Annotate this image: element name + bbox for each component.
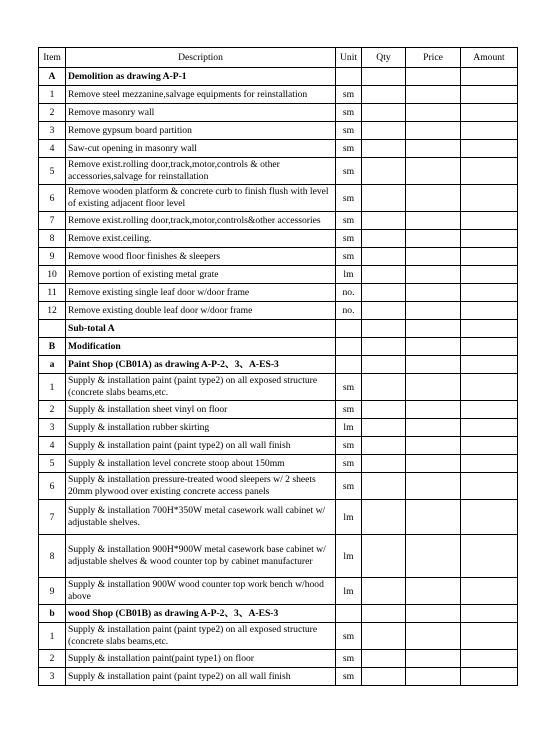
row-description: Saw-cut opening in masonry wall (66, 140, 336, 158)
header-qty: Qty (362, 48, 406, 68)
row-amount (461, 401, 518, 419)
row-description: Remove exist.ceiling. (66, 230, 336, 248)
row-price (406, 230, 461, 248)
row-unit: no. (336, 302, 362, 320)
row-description: Remove exist.rolling door,track,motor,controls&other accessories (66, 212, 336, 230)
row-qty (362, 68, 406, 86)
row-unit: lm (336, 535, 362, 578)
row-price (406, 455, 461, 473)
header-unit: Unit (336, 48, 362, 68)
row-amount (461, 86, 518, 104)
row-qty (362, 578, 406, 605)
table-row (39, 212, 518, 230)
row-amount (461, 140, 518, 158)
row-amount (461, 623, 518, 650)
row-unit: lm (336, 419, 362, 437)
row-qty (362, 320, 406, 338)
row-qty (362, 623, 406, 650)
table-row (39, 374, 518, 401)
row-qty (362, 212, 406, 230)
table-row (39, 302, 518, 320)
row-amount (461, 320, 518, 338)
row-price (406, 668, 461, 686)
row-description: Remove steel mezzanine,salvage equipments for reinstallation (66, 86, 336, 104)
table-row (39, 185, 518, 212)
row-qty (362, 356, 406, 374)
row-qty (362, 248, 406, 266)
row-item: 4 (39, 140, 66, 158)
row-amount (461, 185, 518, 212)
row-amount (461, 356, 518, 374)
row-unit: sm (336, 437, 362, 455)
row-amount (461, 374, 518, 401)
row-description: Demolition as drawing A-P-1 (66, 68, 336, 86)
row-unit: lm (336, 578, 362, 605)
row-description: Supply & installation sheet vinyl on floor (66, 401, 336, 419)
row-description: Remove existing double leaf door w/door frame (66, 302, 336, 320)
row-description: Supply & installation level concrete stoop about 150mm (66, 455, 336, 473)
row-item: 6 (39, 473, 66, 500)
row-item: 5 (39, 455, 66, 473)
row-unit: sm (336, 623, 362, 650)
row-item: 2 (39, 401, 66, 419)
row-unit (336, 320, 362, 338)
table-row (39, 104, 518, 122)
row-item: 8 (39, 535, 66, 578)
row-description: Supply & installation paint (paint type2) on all exposed structure (concrete slabs beams,etc. (66, 623, 336, 650)
header-description: Description (66, 48, 336, 68)
row-unit: sm (336, 140, 362, 158)
row-price (406, 401, 461, 419)
row-qty (362, 605, 406, 623)
row-price (406, 356, 461, 374)
row-unit: sm (336, 212, 362, 230)
row-item: 1 (39, 86, 66, 104)
row-qty (362, 266, 406, 284)
row-item: 9 (39, 248, 66, 266)
row-price (406, 104, 461, 122)
row-unit: sm (336, 248, 362, 266)
table-row (39, 401, 518, 419)
table-row (39, 650, 518, 668)
header-amount: Amount (461, 48, 518, 68)
row-amount (461, 212, 518, 230)
table-row (39, 86, 518, 104)
table-row (39, 248, 518, 266)
row-item: B (39, 338, 66, 356)
row-unit: lm (336, 266, 362, 284)
row-amount (461, 284, 518, 302)
row-description: Supply & installation paint(paint type1) on floor (66, 650, 336, 668)
row-description: Paint Shop (CB01A) as drawing A-P-2、3、A-ES-3 (66, 356, 336, 374)
row-price (406, 122, 461, 140)
row-description: Supply & installation paint (paint type2) on all exposed structure (concrete slabs beams,etc. (66, 374, 336, 401)
row-price (406, 473, 461, 500)
row-item: 9 (39, 578, 66, 605)
row-price (406, 86, 461, 104)
section-row (39, 338, 518, 356)
row-qty (362, 338, 406, 356)
header-item: Item (39, 48, 66, 68)
row-price (406, 284, 461, 302)
row-description: Supply & installation 700H*350W metal casework wall cabinet w/ adjustable shelves. (66, 500, 336, 535)
row-amount (461, 248, 518, 266)
row-description: Remove wooden platform & concrete curb to finish flush with level of existing adjacent floor level (66, 185, 336, 212)
row-item: b (39, 605, 66, 623)
row-unit (336, 338, 362, 356)
row-price (406, 419, 461, 437)
table-row (39, 437, 518, 455)
row-description: Supply & installation rubber skirting (66, 419, 336, 437)
row-price (406, 302, 461, 320)
row-qty (362, 473, 406, 500)
row-price (406, 68, 461, 86)
row-amount (461, 578, 518, 605)
row-item: 10 (39, 266, 66, 284)
row-unit: no. (336, 284, 362, 302)
row-description: Remove masonry wall (66, 104, 336, 122)
row-qty (362, 158, 406, 185)
row-description: Remove gypsum board partition (66, 122, 336, 140)
row-unit: sm (336, 185, 362, 212)
table-row (39, 473, 518, 500)
row-price (406, 374, 461, 401)
row-qty (362, 104, 406, 122)
row-amount (461, 338, 518, 356)
row-description: Remove wood floor finishes & sleepers (66, 248, 336, 266)
row-amount (461, 302, 518, 320)
row-amount (461, 455, 518, 473)
row-item: 2 (39, 650, 66, 668)
row-item: 4 (39, 437, 66, 455)
row-qty (362, 650, 406, 668)
table-body (39, 68, 518, 686)
table-row (39, 140, 518, 158)
row-item: 3 (39, 668, 66, 686)
row-item: 12 (39, 302, 66, 320)
table-row (39, 668, 518, 686)
row-qty (362, 437, 406, 455)
row-qty (362, 401, 406, 419)
row-item: 3 (39, 419, 66, 437)
row-description: wood Shop (CB01B) as drawing A-P-2、3、A-ES-3 (66, 605, 336, 623)
section-row (39, 68, 518, 86)
row-amount (461, 230, 518, 248)
row-amount (461, 437, 518, 455)
row-description: Supply & installation 900W wood counter top work bench w/hood above (66, 578, 336, 605)
row-item: 1 (39, 374, 66, 401)
row-amount (461, 158, 518, 185)
row-unit: sm (336, 104, 362, 122)
row-price (406, 338, 461, 356)
section-row (39, 605, 518, 623)
row-qty (362, 535, 406, 578)
row-amount (461, 650, 518, 668)
row-amount (461, 605, 518, 623)
header-price: Price (406, 48, 461, 68)
row-amount (461, 266, 518, 284)
row-item: 7 (39, 500, 66, 535)
row-price (406, 578, 461, 605)
section-row (39, 356, 518, 374)
row-item: 3 (39, 122, 66, 140)
table-row (39, 158, 518, 185)
row-qty (362, 185, 406, 212)
row-unit: lm (336, 500, 362, 535)
row-unit (336, 605, 362, 623)
row-amount (461, 68, 518, 86)
row-description: Sub-total A (66, 320, 336, 338)
row-item: 6 (39, 185, 66, 212)
row-unit: sm (336, 401, 362, 419)
table-row (39, 266, 518, 284)
row-amount (461, 668, 518, 686)
row-price (406, 320, 461, 338)
row-amount (461, 473, 518, 500)
row-price (406, 248, 461, 266)
table-row (39, 535, 518, 578)
row-amount (461, 535, 518, 578)
row-unit: sm (336, 650, 362, 668)
table-row (39, 500, 518, 535)
row-item: 5 (39, 158, 66, 185)
table-row (39, 623, 518, 650)
row-item: 1 (39, 623, 66, 650)
table-row (39, 122, 518, 140)
row-unit: sm (336, 455, 362, 473)
row-amount (461, 104, 518, 122)
row-unit: sm (336, 86, 362, 104)
row-amount (461, 500, 518, 535)
row-price (406, 158, 461, 185)
row-unit: sm (336, 158, 362, 185)
row-amount (461, 122, 518, 140)
row-unit (336, 68, 362, 86)
table-row (39, 578, 518, 605)
row-qty (362, 122, 406, 140)
row-price (406, 140, 461, 158)
row-qty (362, 455, 406, 473)
table-row (39, 284, 518, 302)
row-unit: sm (336, 230, 362, 248)
row-price (406, 650, 461, 668)
row-qty (362, 500, 406, 535)
row-qty (362, 86, 406, 104)
row-description: Supply & installation 900H*900W metal casework base cabinet w/ adjustable shelves & wood counter top by cabinet manufacturer (66, 535, 336, 578)
row-description: Remove existing single leaf door w/door frame (66, 284, 336, 302)
row-qty (362, 284, 406, 302)
row-qty (362, 230, 406, 248)
row-price (406, 266, 461, 284)
table-row (39, 455, 518, 473)
row-price (406, 623, 461, 650)
row-price (406, 605, 461, 623)
row-qty (362, 374, 406, 401)
row-description: Supply & installation pressure-treated wood sleepers w/ 2 sheets 20mm plywood over existing concrete access panels (66, 473, 336, 500)
header-row (39, 48, 518, 68)
section-row (39, 320, 518, 338)
row-qty (362, 419, 406, 437)
row-price (406, 437, 461, 455)
table-row (39, 419, 518, 437)
row-description: Remove portion of existing metal grate (66, 266, 336, 284)
row-unit: sm (336, 668, 362, 686)
row-price (406, 185, 461, 212)
row-item (39, 320, 66, 338)
row-price (406, 212, 461, 230)
row-description: Supply & installation paint (paint type2) on all wall finish (66, 437, 336, 455)
row-item: 8 (39, 230, 66, 248)
row-unit: sm (336, 122, 362, 140)
bill-of-quantities-table (38, 47, 518, 686)
table-row (39, 230, 518, 248)
row-item: 11 (39, 284, 66, 302)
row-unit: sm (336, 473, 362, 500)
row-item: A (39, 68, 66, 86)
row-qty (362, 668, 406, 686)
row-item: 2 (39, 104, 66, 122)
row-item: a (39, 356, 66, 374)
row-item: 7 (39, 212, 66, 230)
row-price (406, 535, 461, 578)
row-unit: sm (336, 374, 362, 401)
row-unit (336, 356, 362, 374)
row-qty (362, 302, 406, 320)
row-description: Supply & installation paint (paint type2) on all wall finish (66, 668, 336, 686)
row-qty (362, 140, 406, 158)
row-description: Remove exist.rolling door,track,motor,controls & other accessories,salvage for reinstallation (66, 158, 336, 185)
row-description: Modification (66, 338, 336, 356)
row-price (406, 500, 461, 535)
row-amount (461, 419, 518, 437)
